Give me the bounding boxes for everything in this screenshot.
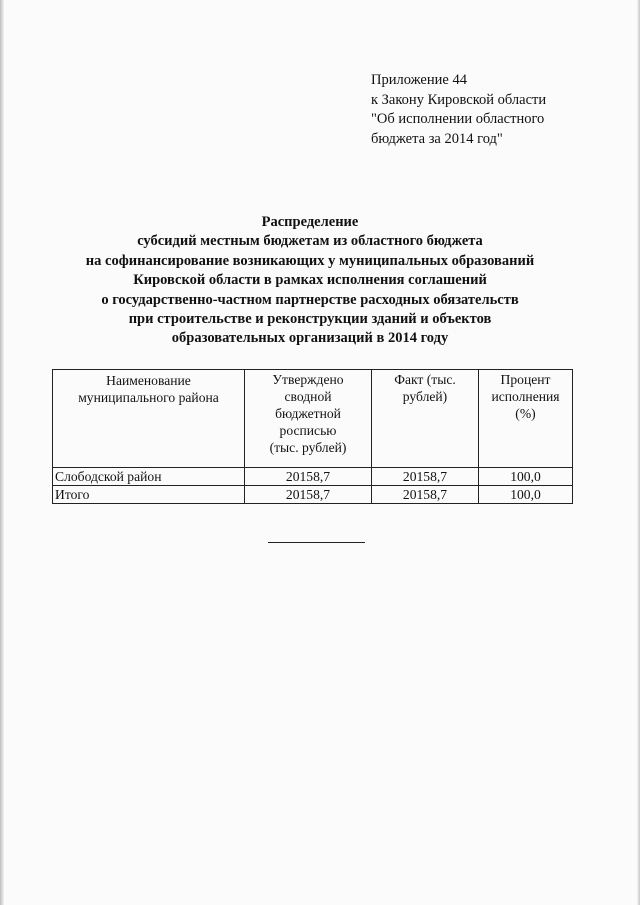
header-percent	[479, 370, 573, 468]
document-title	[50, 213, 570, 349]
cell-total-label: Итого	[53, 486, 245, 504]
header-actual-text: Факт (тыс. рублей)	[394, 372, 456, 404]
title-line: при строительстве и реконструкции зданий и объектов	[128, 311, 492, 328]
table-total-row	[53, 486, 573, 504]
appendix-line: к Закону Кировской области	[371, 91, 547, 108]
cell-actual: 20158,7	[372, 468, 479, 486]
cell-total-approved: 20158,7	[245, 486, 372, 504]
appendix-line: бюджета за 2014 год"	[371, 130, 503, 147]
cell-total-actual: 20158,7	[372, 486, 479, 504]
closing-line	[268, 542, 365, 543]
subsidy-table	[52, 369, 573, 504]
title-line: на софинансирование возникающих у муниципальных образований	[85, 252, 535, 269]
appendix-line: Приложение 44	[371, 72, 467, 88]
header-percent-text: Процент исполнения (%)	[491, 372, 560, 421]
title-line: субсидий местным бюджетам из областного бюджета	[137, 233, 483, 250]
cell-district: Слободской район	[53, 468, 245, 486]
header-district	[53, 370, 245, 468]
table-header-row	[53, 370, 573, 468]
title-line: образовательных организаций в 2014 году	[171, 330, 449, 347]
scan-edge-left	[0, 0, 4, 905]
cell-approved: 20158,7	[245, 468, 372, 486]
header-actual	[372, 370, 479, 468]
header-district-text: Наименование муниципального района	[78, 373, 219, 405]
appendix-line: "Об исполнении областного	[371, 111, 545, 127]
table-row	[53, 468, 573, 486]
title-line: о государственно-частном партнерстве расходных обязательств	[101, 291, 519, 308]
header-approved-text: Утверждено сводной бюджетной росписью (тыс. рублей)	[269, 372, 347, 455]
cell-percent: 100,0	[479, 468, 573, 486]
header-approved	[245, 370, 372, 468]
cell-total-percent: 100,0	[479, 486, 573, 504]
title-line: Кировской области в рамках исполнения соглашений	[133, 272, 487, 289]
appendix-note	[371, 71, 546, 149]
title-line: Распределение	[261, 214, 359, 230]
